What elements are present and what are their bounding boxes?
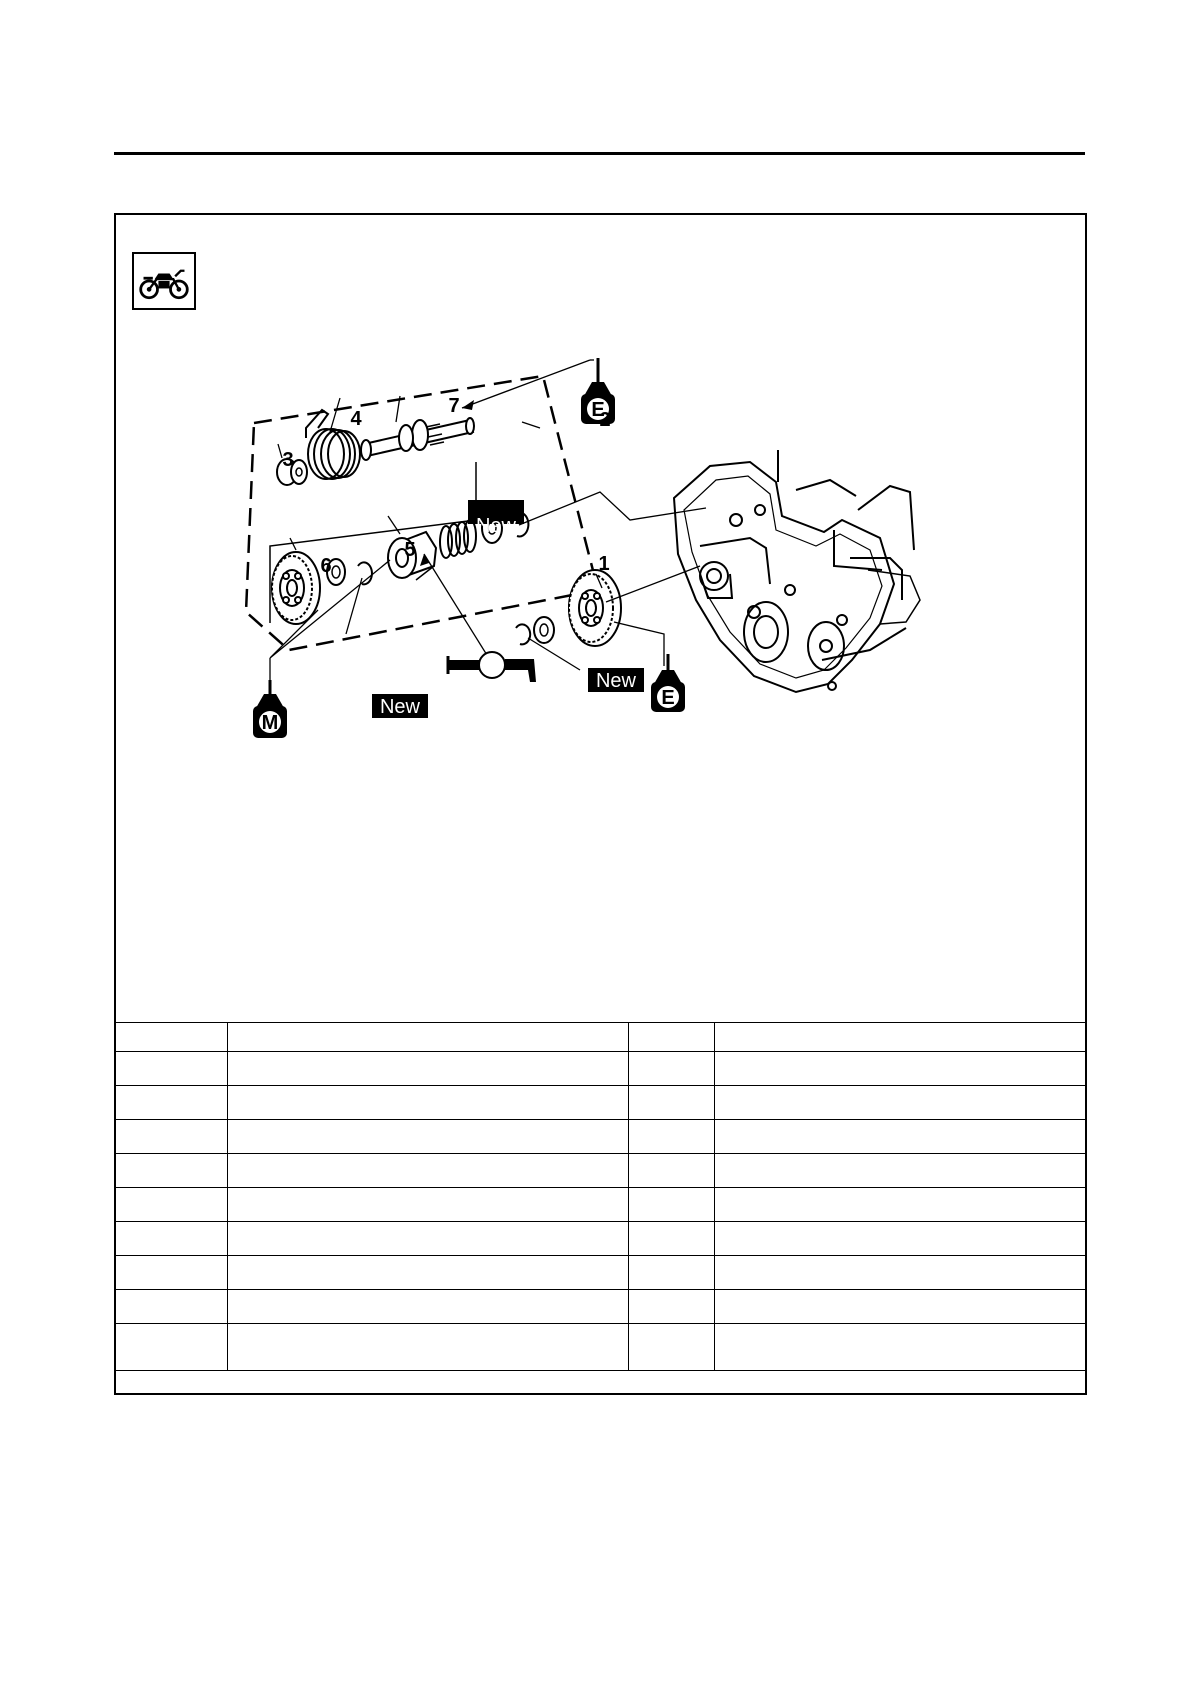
table-cell [114, 1052, 227, 1086]
svg-text:New: New [475, 515, 517, 537]
table-cell [628, 1023, 714, 1052]
leader-2 [522, 422, 540, 428]
table-cell [628, 1052, 714, 1086]
table-cell [227, 1256, 628, 1290]
new-badge [588, 668, 644, 692]
table-cell [227, 1324, 628, 1371]
leader-gear-1-oil [614, 622, 664, 666]
svg-text:New: New [379, 696, 421, 718]
table-row [114, 1188, 1085, 1222]
table-cell [628, 1324, 714, 1371]
table-cell [628, 1086, 714, 1120]
table-cell [628, 1154, 714, 1188]
table-cell [227, 1086, 628, 1120]
table-cell [628, 1120, 714, 1154]
leader-new-1 [346, 578, 362, 634]
table-row [114, 1023, 1085, 1052]
table-row [114, 1052, 1085, 1086]
compression-spring [440, 520, 476, 558]
table-cell [628, 1222, 714, 1256]
molybdenum-oil-symbol: M [261, 712, 279, 734]
engine-oil-symbol: E [661, 687, 675, 709]
table-cell [714, 1154, 1085, 1188]
oil-can-icon [253, 680, 287, 738]
table-row [114, 1120, 1085, 1154]
leader-circlip [519, 492, 706, 525]
motorcycle-icon [132, 252, 196, 310]
washer [534, 617, 554, 643]
table-row [114, 1290, 1085, 1324]
table-cell [628, 1256, 714, 1290]
table-cell [714, 1052, 1085, 1086]
kick-gear [569, 570, 621, 646]
table-cell [114, 1086, 227, 1120]
svg-text:New: New [595, 670, 637, 692]
table-row [114, 1324, 1085, 1371]
table-cell [628, 1290, 714, 1324]
kick-shaft [361, 418, 474, 460]
header-rule [114, 152, 1085, 155]
table-cell [227, 1120, 628, 1154]
callout-1: 1 [598, 553, 610, 575]
new-badge [468, 500, 524, 537]
table-cell [227, 1188, 628, 1222]
table-row [114, 1256, 1085, 1290]
callout-6: 6 [320, 555, 332, 577]
table-cell [114, 1154, 227, 1188]
table-cell [227, 1290, 628, 1324]
table-cell [227, 1154, 628, 1188]
table-cell [714, 1324, 1085, 1371]
leader-new-2 [528, 638, 580, 670]
table-cell [714, 1188, 1085, 1222]
table-cell [227, 1023, 628, 1052]
table-cell [714, 1222, 1085, 1256]
inspection-tool-icon [448, 652, 536, 682]
table-row [114, 1222, 1085, 1256]
exploded-parts-diagram [230, 370, 990, 810]
table-cell [714, 1290, 1085, 1324]
table-cell [114, 1324, 227, 1371]
table-cell [628, 1188, 714, 1222]
kick-idle-gear [272, 552, 320, 624]
callout-7: 7 [448, 395, 460, 417]
table-row [114, 1154, 1085, 1188]
leader-3 [278, 444, 282, 458]
table-cell [114, 1120, 227, 1154]
callout-3: 3 [282, 449, 294, 471]
parts-table [114, 1022, 1085, 1371]
table-cell [227, 1222, 628, 1256]
table-cell [714, 1256, 1085, 1290]
table-cell [714, 1086, 1085, 1120]
table-cell [114, 1222, 227, 1256]
leader-gear-1 [606, 566, 700, 602]
table-cell [114, 1256, 227, 1290]
callout-2: 2 [599, 409, 611, 431]
table-cell [114, 1188, 227, 1222]
new-badge [372, 694, 428, 718]
crankcase [674, 450, 920, 692]
table-row [114, 1086, 1085, 1120]
oil-can-icon [651, 654, 685, 712]
callout-4: 4 [350, 408, 362, 430]
table-cell [714, 1120, 1085, 1154]
leader-4 [330, 398, 340, 432]
engine-oil-symbol: E [591, 399, 605, 421]
table-cell [227, 1052, 628, 1086]
table-cell [114, 1023, 227, 1052]
table-cell [114, 1290, 227, 1324]
circlip [516, 624, 530, 644]
table-cell [714, 1023, 1085, 1052]
callout-5: 5 [404, 539, 416, 561]
